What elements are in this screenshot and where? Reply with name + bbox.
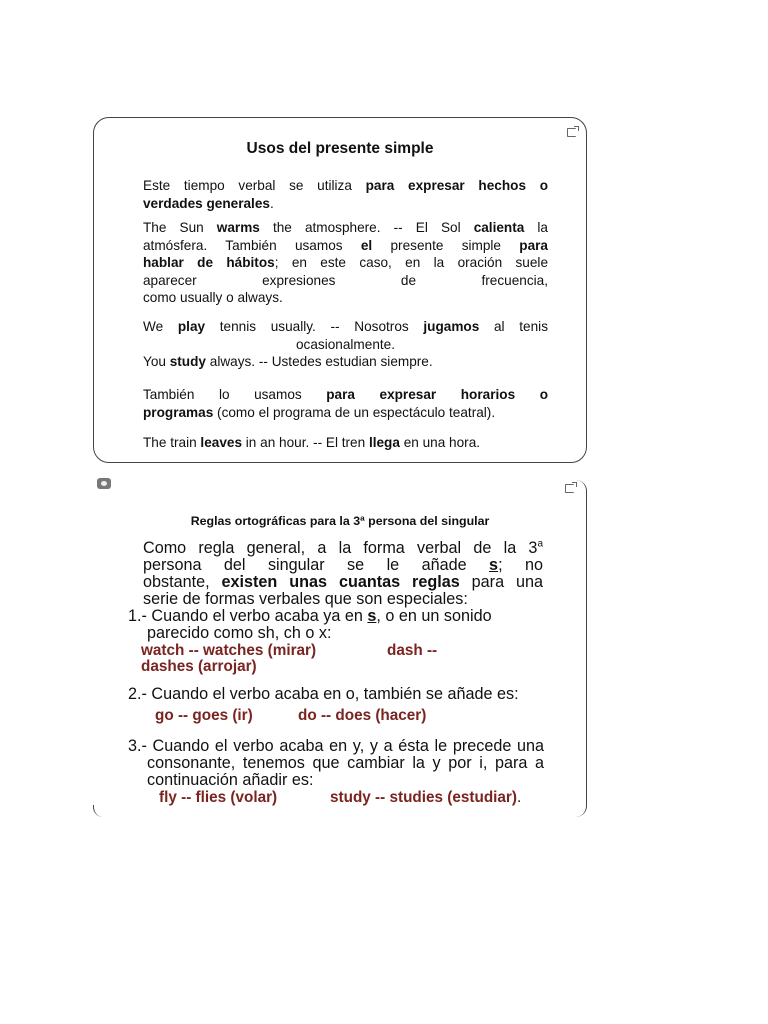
example-study: study -- studies (estudiar). bbox=[330, 789, 522, 806]
bookmark-icon[interactable] bbox=[567, 128, 576, 137]
card-border bbox=[576, 480, 587, 817]
paragraph-horarios: También lo usamos para expresar horarios o programas (como el programa de un espectáculo teatral). bbox=[143, 387, 548, 420]
example-do: do -- does (hacer) bbox=[298, 707, 427, 724]
reglas-ortograficas-card bbox=[93, 476, 587, 821]
rule-1: 1.- Cuando el verbo acaba ya en s, o en un sonido parecido como sh, ch o x: bbox=[128, 607, 492, 642]
card-title: Usos del presente simple bbox=[246, 140, 434, 157]
rule-3: 3.- Cuando el verbo acaba en y, y a ésta le precede una consonante, tenemos que cambiar la y por i, para a continuación añadir es: bbox=[128, 737, 544, 789]
example-dash: dash -- bbox=[387, 642, 438, 659]
paragraph-ejemplos: We play tennis usually. -- Nosotros jugamos al tenis ocasionalmente. You study always. -- Ustedes estudian siempre. bbox=[143, 319, 548, 369]
bookmark-icon[interactable] bbox=[565, 484, 574, 493]
paragraph-tren: The train leaves in an hour. -- El tren llega en una hora. bbox=[143, 435, 481, 450]
example-watch: watch -- watches (mirar) bbox=[141, 642, 317, 659]
card-border bbox=[93, 805, 104, 817]
presente-simple-card bbox=[93, 117, 587, 463]
example-dashes: dashes (arrojar) bbox=[141, 658, 257, 675]
rule-2: 2.- Cuando el verbo acaba en o, también se añade es: bbox=[128, 685, 519, 703]
example-fly: fly -- flies (volar) bbox=[159, 789, 278, 806]
paragraph-habitos: The Sun warms the atmosphere. -- El Sol calienta la atmósfera. También usamos el presente simple para hablar de hábitos; en este caso, en la oración suele aparecer expresiones de frecuencia, como usually o always. bbox=[143, 220, 549, 305]
card-title: Reglas ortográficas para la 3ª persona del singular bbox=[190, 514, 490, 528]
intro-paragraph: Como regla general, a la forma verbal de la 3$^a$ persona del singular se le añade s; no obstante, existen unas cuantas reglas para una serie de formas verbales que son especiales: bbox=[143, 538, 544, 608]
paragraph-hechos: Este tiempo verbal se utiliza para expresar hechos o verdades generales. bbox=[143, 178, 549, 211]
comment-icon[interactable] bbox=[97, 478, 111, 489]
example-go: go -- goes (ir) bbox=[155, 707, 253, 724]
